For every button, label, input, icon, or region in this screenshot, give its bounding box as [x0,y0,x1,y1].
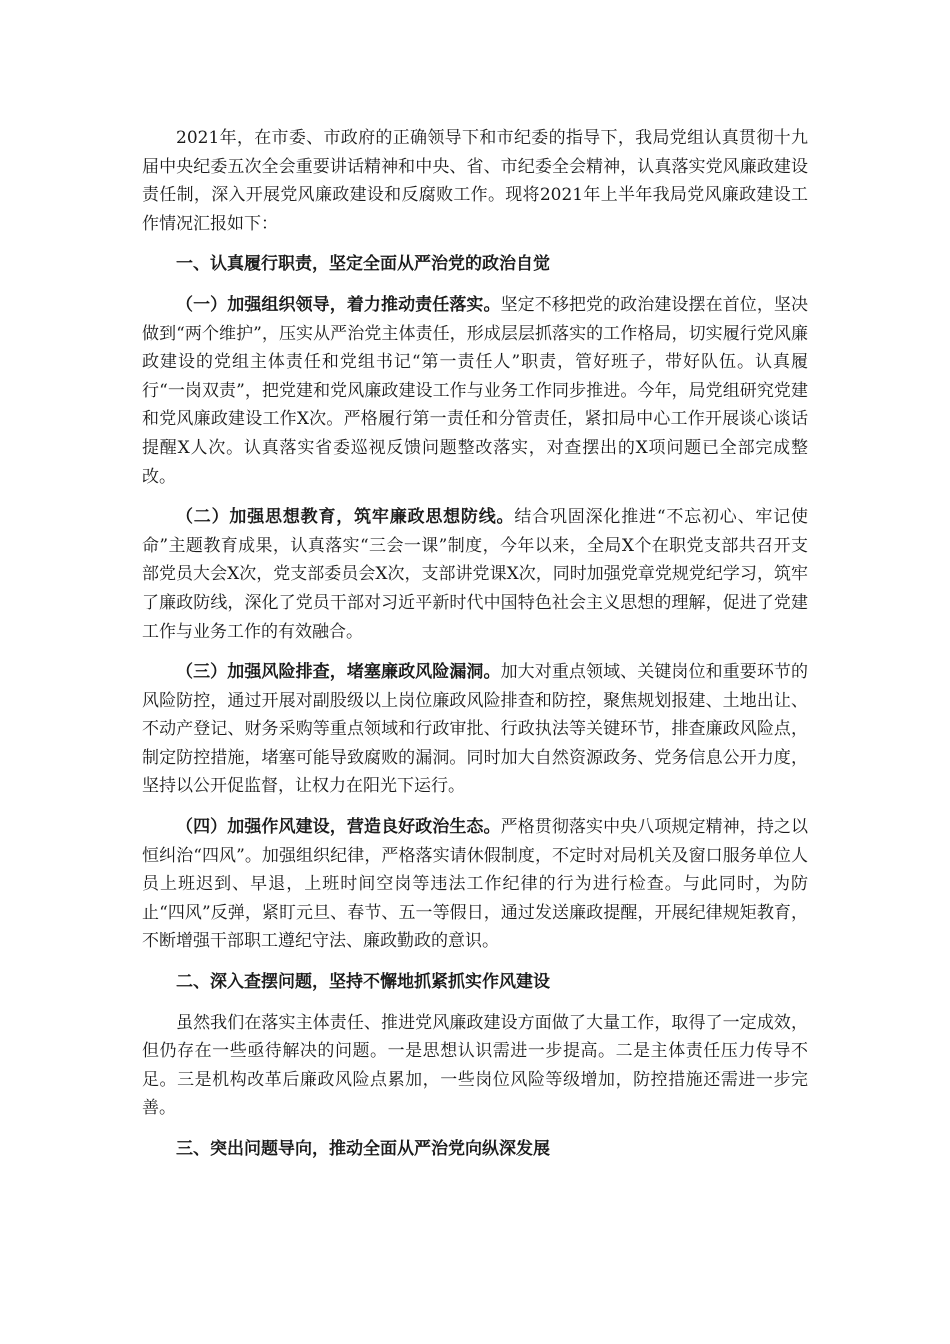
item-1-text: 坚定不移把党的政治建设摆在首位，坚决做到“两个维护”，压实从严治党主体责任，形成层层抓落实的工作格局，切实履行党风廉政建设的党组主体责任和党组书记“第一责任人”职责，管好班子，带好队伍。认真履行“一岗双责”，把党建和党风廉政建设工作与业务工作同步推进。今年，局党组研究党建和党风廉政建设工作X次。严格履行第一责任和分管责任，紧扣局中心工作开展谈心谈话提醒X人次。认真落实省委巡视反馈问题整改落实，对查摆出的X项问题已全部完成整改。 [142,294,809,487]
item-1-lead: （一）加强组织领导，着力推动责任落实。 [176,294,501,315]
section-2-heading: 二、深入查摆问题，坚持不懈地抓紧抓实作风建设 [176,972,550,993]
item-2-text: 结合巩固深化推进“不忘初心、牢记使命”主题教育成果，认真落实“三会一课”制度，今年以来，全局X个在职党支部共召开支部党员大会X次，党支部委员会X次，支部讲党课X次，同时加强党章党规党纪学习，筑牢了廉政防线，深化了党员干部对习近平新时代中国特色社会主义思想的理解，促进了党建工作与业务工作的有效融合。 [142,507,809,642]
item-3-text: 加大对重点领域、关键岗位和重要环节的风险防控，通过开展对副股级以上岗位廉政风险排查和防控，聚焦规划报建、土地出让、不动产登记、财务采购等重点领域和行政审批、行政执法等关键环节，排查廉政风险点，制定防控措施，堵塞可能导致腐败的漏洞。同时加大自然资源政务、党务信息公开力度，坚持以公开促监督，让权力在阳光下运行。 [142,662,809,797]
section-3-heading: 三、突出问题导向，推动全面从严治党向纵深发展 [176,1139,550,1159]
document-page [142,124,808,1176]
section-1-heading: 一、认真履行职责，坚定全面从严治党的政治自觉 [176,254,550,275]
item-3-lead: （三）加强风险排查，堵塞廉政风险漏洞。 [176,662,501,683]
section-1-item-3 [142,658,808,801]
item-4-text: 严格贯彻落实中央八项规定精神，持之以恒纠治“四风”。加强组织纪律，严格落实请休假制度，不定时对局机关及窗口服务单位人员上班迟到、早退，上班时间空岗等违法工作纪律的行为进行检查。与此同时，为防止“四风”反弹，紧盯元旦、春节、五一等假日，通过发送廉政提醒，开展纪律规矩教育，不断增强干部职工遵纪守法、廉政勤政的意识。 [142,817,809,952]
item-4-lead: （四）加强作风建设，营造良好政治生态。 [176,817,501,838]
item-2-lead: （二）加强思想教育，筑牢廉政思想防线。 [176,507,515,528]
section-1-item-4 [142,813,808,956]
section-2-paragraph: 虽然我们在落实主体责任、推进党风廉政建设方面做了大量工作，取得了一定成效，但仍存在一些亟待解决的问题。一是思想认识需进一步提高。二是主体责任压力传导不足。三是机构改革后廉政风险点累加，一些岗位风险等级增加，防控措施还需进一步完善。 [142,1012,808,1119]
section-1-item-2 [142,503,808,646]
section-1-item-1 [142,291,808,491]
intro-paragraph: 2021年，在市委、市政府的正确领导下和市纪委的指导下，我局党组认真贯彻十九届中央纪委五次全会重要讲话精神和中央、省、市纪委全会精神，认真落实党风廉政建设责任制，深入开展党风廉政建设和反腐败工作。现将2021年上半年我局党风廉政建设工作情况汇报如下： [142,128,808,234]
